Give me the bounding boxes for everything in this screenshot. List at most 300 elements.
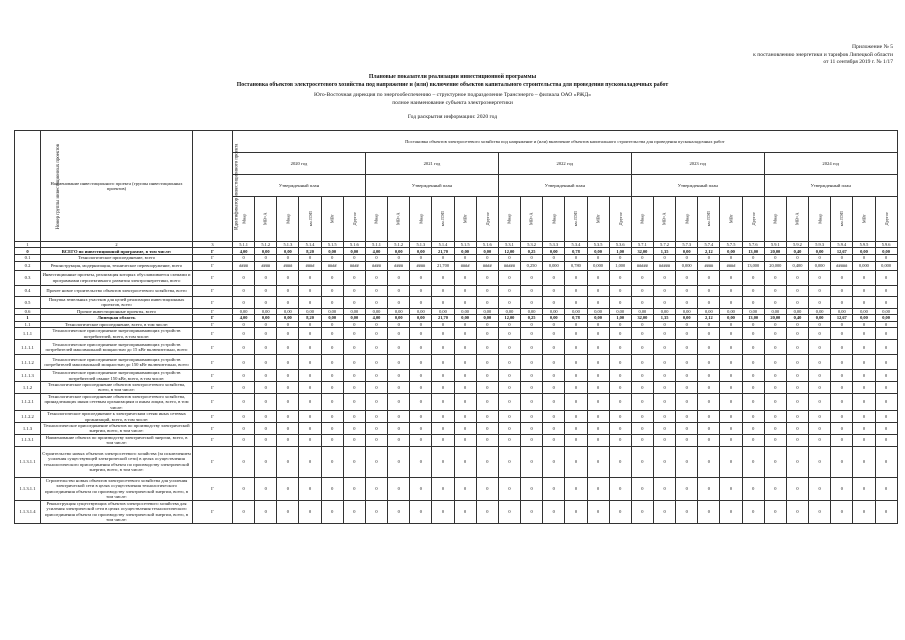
row-value: 0 bbox=[720, 434, 742, 446]
row-value: 0 bbox=[631, 477, 653, 500]
row-value: 0 bbox=[476, 296, 498, 308]
row-value: 0 bbox=[321, 434, 343, 446]
row-value: 0 bbox=[720, 340, 742, 355]
row-value: 0 bbox=[587, 285, 609, 296]
row-value: 0 bbox=[764, 500, 786, 523]
row-value: 0,00 bbox=[587, 315, 609, 322]
row-number: 0.4 bbox=[15, 285, 41, 296]
row-value: 0 bbox=[343, 477, 365, 500]
row-value: 0 bbox=[299, 500, 321, 523]
header-unit-text: Другое bbox=[351, 212, 357, 226]
row-project-id: Г bbox=[193, 328, 233, 340]
row-value: 0 bbox=[875, 422, 897, 434]
row-number: 1 bbox=[15, 315, 41, 322]
row-value: 0 bbox=[365, 296, 387, 308]
row-value: #### bbox=[388, 261, 410, 270]
row-project-id: Г bbox=[193, 340, 233, 355]
row-value: 0 bbox=[742, 255, 764, 261]
row-value: 0 bbox=[809, 270, 831, 285]
row-value: 0 bbox=[299, 270, 321, 285]
appendix-date: от 11 сентября 2019 г. № 1/17 bbox=[823, 59, 893, 66]
row-value: 0 bbox=[764, 393, 786, 410]
row-value: 0 bbox=[299, 328, 321, 340]
row-value: 0 bbox=[454, 270, 476, 285]
row-value: 0 bbox=[764, 340, 786, 355]
row-value: 0 bbox=[698, 434, 720, 446]
row-value: 0 bbox=[255, 477, 277, 500]
row-value: 0 bbox=[388, 322, 410, 328]
index-cell: 5.1.3 bbox=[410, 242, 432, 248]
row-value: 0 bbox=[476, 393, 498, 410]
row-value: 0 bbox=[498, 500, 520, 523]
row-value: 0 bbox=[742, 355, 764, 370]
row-value: 0 bbox=[432, 446, 454, 477]
row-value: 0 bbox=[476, 270, 498, 285]
row-value: 0 bbox=[609, 355, 631, 370]
row-project-id: Г bbox=[193, 322, 233, 328]
row-value: 0 bbox=[476, 411, 498, 423]
row-project-name: Технологическое присоединение энергопринимающих устройств потребителей, всего, в том числе: bbox=[41, 328, 193, 340]
row-value: 0 bbox=[742, 370, 764, 382]
row-value: 0 bbox=[698, 285, 720, 296]
row-project-name: Прочее новое строительство объектов электросетевого хозяйства, всего bbox=[41, 285, 193, 296]
row-value: 0 bbox=[410, 411, 432, 423]
row-value: 0 bbox=[543, 477, 565, 500]
row-value: 0 bbox=[653, 393, 675, 410]
row-value: 0,00 bbox=[676, 308, 698, 314]
row-value: 0 bbox=[853, 477, 875, 500]
row-value: 0,00 bbox=[565, 308, 587, 314]
row-value: 0 bbox=[809, 285, 831, 296]
row-value: #### bbox=[233, 261, 255, 270]
index-cell: 5.9.1 bbox=[764, 242, 786, 248]
row-value: 0 bbox=[676, 500, 698, 523]
row-value: 0 bbox=[498, 285, 520, 296]
row-value: 0 bbox=[321, 322, 343, 328]
row-value: 0 bbox=[321, 500, 343, 523]
row-value: 0 bbox=[233, 434, 255, 446]
row-value: 0 bbox=[410, 477, 432, 500]
row-value: 0 bbox=[388, 411, 410, 423]
row-value: 0 bbox=[809, 296, 831, 308]
organization-name: Юго-Восточная дирекция по энергообеспечению – структурное подразделение Трансэнерго – филиала ОАО «РЖД» bbox=[313, 92, 592, 98]
row-value: #### bbox=[720, 261, 742, 270]
index-cell: 5.1.2 bbox=[255, 242, 277, 248]
row-value: 0 bbox=[432, 411, 454, 423]
row-value: 0 bbox=[299, 382, 321, 394]
row-project-name: Наименование объекта по производству электрической энергии, всего, в том числе: bbox=[41, 434, 193, 446]
row-project-name: Технологическое присоединение к электрическим сетям иных сетевых организаций, всего, в том числе: bbox=[41, 411, 193, 423]
row-value: 0 bbox=[786, 434, 808, 446]
index-cell: 5.3.5 bbox=[587, 242, 609, 248]
row-value: 0 bbox=[809, 322, 831, 328]
row-value: 0 bbox=[676, 270, 698, 285]
row-value: 0 bbox=[454, 328, 476, 340]
row-value: 0,00 bbox=[343, 315, 365, 322]
row-value: 1,00 bbox=[609, 248, 631, 255]
row-value: 0 bbox=[831, 340, 853, 355]
row-value: 0,000 bbox=[676, 261, 698, 270]
disclosure-year: Год раскрытия информации: 2020 год bbox=[407, 114, 498, 120]
row-value: 0 bbox=[255, 393, 277, 410]
row-value: 0 bbox=[609, 393, 631, 410]
row-project-name: Реконструкция существующих объектов электросетевого хозяйства для усиления электрической сети в целях осуществления технологического присоединения объекта по производству электрической энергии, всего, в том числе: bbox=[41, 500, 193, 523]
row-value: 0 bbox=[698, 322, 720, 328]
row-value: 0 bbox=[653, 340, 675, 355]
row-value: 0 bbox=[454, 370, 476, 382]
row-value: 0 bbox=[631, 255, 653, 261]
index-cell: 5.9.2 bbox=[786, 242, 808, 248]
index-cell: 5.3.6 bbox=[609, 242, 631, 248]
header-unit-text: МВт bbox=[728, 214, 734, 224]
row-value: 0 bbox=[365, 285, 387, 296]
row-value: 0 bbox=[454, 477, 476, 500]
row-value: 0 bbox=[343, 355, 365, 370]
row-value: 0 bbox=[277, 296, 299, 308]
row-value: 0 bbox=[277, 411, 299, 423]
row-value: 0 bbox=[764, 422, 786, 434]
row-value: 0 bbox=[343, 434, 365, 446]
row-value: 0,00 bbox=[875, 315, 897, 322]
row-project-name: Строительство новых объектов электросетевого хозяйства для усиления электрической сети в целях осуществления технологического присоединения объекта по производству электрической энергии, всего, в том числе: bbox=[41, 477, 193, 500]
row-value: 0 bbox=[786, 370, 808, 382]
row-value: 0 bbox=[521, 411, 543, 423]
row-value: 0 bbox=[809, 355, 831, 370]
row-value: 0 bbox=[498, 434, 520, 446]
row-value: 0 bbox=[255, 328, 277, 340]
row-value: 0 bbox=[786, 500, 808, 523]
row-value: 0 bbox=[321, 370, 343, 382]
row-value: 0 bbox=[432, 322, 454, 328]
row-value: 0 bbox=[587, 422, 609, 434]
row-value: 0 bbox=[853, 411, 875, 423]
row-value: 0 bbox=[454, 393, 476, 410]
row-value: 0 bbox=[432, 285, 454, 296]
row-value: 0 bbox=[233, 393, 255, 410]
row-value: 0,00 bbox=[631, 308, 653, 314]
row-value: 0,00 bbox=[410, 308, 432, 314]
row-value: 0 bbox=[498, 422, 520, 434]
header-year: 2024 год bbox=[764, 153, 897, 175]
row-value: 0 bbox=[676, 446, 698, 477]
row-value: 0 bbox=[720, 500, 742, 523]
row-value: 0 bbox=[587, 328, 609, 340]
row-value: 0 bbox=[631, 422, 653, 434]
header-unit-text: Мвар bbox=[373, 213, 379, 225]
header-unit-text: МВ×А bbox=[661, 212, 667, 226]
row-value: 0 bbox=[277, 382, 299, 394]
row-value: 0 bbox=[786, 355, 808, 370]
row-value: 0 bbox=[521, 355, 543, 370]
row-number: 1.1.2 bbox=[15, 382, 41, 394]
header-plan-label: Утвержденный план bbox=[365, 175, 498, 197]
header-group-number bbox=[15, 131, 61, 242]
row-project-name: Технологическое присоединение энергопринимающих устройств потребителей максимальной мощностью до 150 кВт включительно, всего bbox=[41, 355, 193, 370]
table-row bbox=[15, 328, 898, 340]
header-unit-text: км ЛЭП bbox=[573, 211, 579, 227]
row-value: 0 bbox=[543, 340, 565, 355]
row-value: 0 bbox=[875, 322, 897, 328]
index-cell: 1 bbox=[15, 242, 41, 248]
row-value: #### bbox=[454, 261, 476, 270]
row-value: 12,00 bbox=[498, 248, 520, 255]
row-value: 0 bbox=[521, 393, 543, 410]
row-value: 0 bbox=[831, 382, 853, 394]
row-value: 0 bbox=[631, 322, 653, 328]
row-value: 0 bbox=[786, 446, 808, 477]
row-value: 0 bbox=[543, 411, 565, 423]
row-value: 0,00 bbox=[587, 248, 609, 255]
row-value: 0 bbox=[875, 382, 897, 394]
row-value: 0 bbox=[875, 255, 897, 261]
row-project-id: Г bbox=[193, 434, 233, 446]
row-value: 0 bbox=[521, 340, 543, 355]
row-value: 0 bbox=[498, 355, 520, 370]
row-value: 0 bbox=[720, 355, 742, 370]
row-value: 1,35 bbox=[653, 248, 675, 255]
row-value: 0,00 bbox=[853, 308, 875, 314]
row-value: 0 bbox=[698, 370, 720, 382]
row-value: 0 bbox=[410, 382, 432, 394]
row-value: 0 bbox=[831, 355, 853, 370]
row-value: 0 bbox=[521, 328, 543, 340]
row-value: 0 bbox=[720, 382, 742, 394]
row-value: 0 bbox=[831, 322, 853, 328]
row-value: 0 bbox=[454, 434, 476, 446]
header-unit bbox=[587, 197, 609, 242]
row-value: 0 bbox=[565, 500, 587, 523]
row-value: 0 bbox=[454, 340, 476, 355]
row-value: 0 bbox=[676, 340, 698, 355]
row-value: 0 bbox=[299, 370, 321, 382]
index-cell: 5.1.2 bbox=[388, 242, 410, 248]
row-value: #### bbox=[476, 261, 498, 270]
table-row bbox=[15, 422, 898, 434]
row-value: 0 bbox=[321, 382, 343, 394]
row-value: 0 bbox=[631, 285, 653, 296]
row-value: 0 bbox=[764, 296, 786, 308]
row-value: 0 bbox=[299, 422, 321, 434]
row-value: 0 bbox=[321, 285, 343, 296]
row-value: 0,00 bbox=[809, 308, 831, 314]
row-value: 20,00 bbox=[764, 248, 786, 255]
row-value: 0,00 bbox=[809, 248, 831, 255]
row-value: 8,20 bbox=[299, 315, 321, 322]
row-value: 0 bbox=[410, 322, 432, 328]
row-value: 0 bbox=[786, 322, 808, 328]
index-cell: 5.1.3 bbox=[277, 242, 299, 248]
row-value: 0 bbox=[653, 370, 675, 382]
header-unit-text: Мвар bbox=[506, 213, 512, 225]
row-project-name: Технологическое присоединение энергопринимающих устройств потребителей максимальной мощностью до 15 кВт включительно, всего bbox=[41, 340, 193, 355]
row-value: 0 bbox=[875, 434, 897, 446]
row-value: 0 bbox=[653, 446, 675, 477]
row-value: 0 bbox=[831, 285, 853, 296]
row-value: 0 bbox=[521, 422, 543, 434]
row-value: 0 bbox=[343, 393, 365, 410]
row-value: 0 bbox=[410, 500, 432, 523]
row-value: 0 bbox=[853, 270, 875, 285]
row-project-id: Г bbox=[193, 308, 233, 314]
header-unit bbox=[454, 197, 476, 242]
row-value: 0 bbox=[498, 370, 520, 382]
row-value: 0 bbox=[521, 296, 543, 308]
row-project-name: Технологическое присоединение объектов по производству электрической энергии, всего, в том числе: bbox=[41, 422, 193, 434]
row-value: 0 bbox=[609, 296, 631, 308]
row-value: 0 bbox=[853, 382, 875, 394]
row-value: 0 bbox=[853, 255, 875, 261]
row-value: 0,00 bbox=[299, 308, 321, 314]
row-value: 0 bbox=[764, 328, 786, 340]
row-value: 0,25 bbox=[521, 248, 543, 255]
row-project-name: Технологическое присоединение, всего, в том числе: bbox=[41, 322, 193, 328]
row-value: 0,00 bbox=[720, 315, 742, 322]
row-value: 0 bbox=[609, 500, 631, 523]
row-project-id: Г bbox=[193, 315, 233, 322]
row-value: 0 bbox=[454, 255, 476, 261]
row-value: 0 bbox=[365, 500, 387, 523]
row-value: 0,00 bbox=[875, 308, 897, 314]
row-value: 0 bbox=[498, 446, 520, 477]
row-value: 0 bbox=[277, 422, 299, 434]
row-value: 0 bbox=[410, 270, 432, 285]
row-value: 0 bbox=[786, 285, 808, 296]
row-value: 0 bbox=[233, 422, 255, 434]
row-value: 0 bbox=[476, 285, 498, 296]
row-value: ##### bbox=[831, 261, 853, 270]
row-value: 0 bbox=[521, 370, 543, 382]
row-number: 1.1.1 bbox=[15, 328, 41, 340]
row-value: 0 bbox=[587, 434, 609, 446]
index-cell: 5.3.1 bbox=[498, 242, 520, 248]
header-unit bbox=[343, 197, 365, 242]
header-unit bbox=[255, 197, 277, 242]
row-value: 0 bbox=[233, 255, 255, 261]
row-value: 0 bbox=[454, 422, 476, 434]
row-value: 0 bbox=[321, 270, 343, 285]
row-value: 0 bbox=[543, 422, 565, 434]
header-unit-text: МВ×А bbox=[263, 212, 269, 226]
row-value: 0 bbox=[365, 382, 387, 394]
row-value: 0 bbox=[587, 355, 609, 370]
row-value: 0 bbox=[676, 434, 698, 446]
row-value: 0 bbox=[875, 296, 897, 308]
row-value: 0 bbox=[521, 322, 543, 328]
header-unit-text: МВт bbox=[861, 214, 867, 224]
row-value: 4,00 bbox=[233, 248, 255, 255]
row-value: 0,400 bbox=[786, 261, 808, 270]
header-unit bbox=[609, 197, 631, 242]
header-unit-text: Мвар bbox=[240, 213, 246, 225]
row-value: 4,00 bbox=[365, 248, 387, 255]
row-project-name: Инвестиционные проекты, реализация которых обуславливается схемами и программами перспективного развития электроэнергетики, всего bbox=[41, 270, 193, 285]
row-value: 0,00 bbox=[476, 248, 498, 255]
row-value: 0 bbox=[388, 296, 410, 308]
row-project-name: ВСЕГО по инвестиционной программе, в том числе: bbox=[41, 248, 193, 255]
row-value: 0 bbox=[742, 296, 764, 308]
row-value: 0 bbox=[543, 500, 565, 523]
row-value: 0 bbox=[786, 328, 808, 340]
row-value: 0 bbox=[875, 411, 897, 423]
organization-caption: полное наименование субъекта электроэнергетики bbox=[392, 99, 513, 106]
row-value: 0 bbox=[343, 328, 365, 340]
row-project-name: Прочие инвестиционные проекты, всего bbox=[41, 308, 193, 314]
row-value: 0,000 bbox=[587, 261, 609, 270]
row-value: 0 bbox=[653, 434, 675, 446]
row-value: 0 bbox=[255, 370, 277, 382]
row-value: 0 bbox=[764, 434, 786, 446]
row-value: 0 bbox=[321, 355, 343, 370]
row-value: 0 bbox=[432, 477, 454, 500]
row-value: 0 bbox=[432, 422, 454, 434]
row-value: 0 bbox=[543, 328, 565, 340]
row-value: ##### bbox=[498, 261, 520, 270]
row-value: 0 bbox=[587, 322, 609, 328]
row-value: 0 bbox=[498, 255, 520, 261]
index-cell: 5.3.4 bbox=[565, 242, 587, 248]
header-unit bbox=[365, 197, 387, 242]
row-value: 0,00 bbox=[720, 248, 742, 255]
row-value: 0,250 bbox=[521, 261, 543, 270]
row-value: 0,00 bbox=[388, 315, 410, 322]
row-value: 0 bbox=[631, 355, 653, 370]
row-value: 4,00 bbox=[365, 315, 387, 322]
row-value: 0 bbox=[720, 296, 742, 308]
row-value: 0,00 bbox=[676, 248, 698, 255]
row-value: 0 bbox=[365, 255, 387, 261]
header-unit bbox=[565, 197, 587, 242]
row-value: 0 bbox=[388, 446, 410, 477]
row-value: 0,00 bbox=[853, 315, 875, 322]
row-value: 2,12 bbox=[698, 248, 720, 255]
header-unit bbox=[321, 197, 343, 242]
organization-block bbox=[0, 92, 905, 108]
row-value: 0 bbox=[764, 270, 786, 285]
row-value: 0,00 bbox=[277, 315, 299, 322]
index-cell: 5.9.5 bbox=[853, 242, 875, 248]
header-unit bbox=[388, 197, 410, 242]
row-value: 0 bbox=[255, 270, 277, 285]
row-project-id: Г bbox=[193, 500, 233, 523]
row-value: 0,00 bbox=[831, 308, 853, 314]
row-value: 0 bbox=[365, 477, 387, 500]
row-value: 0 bbox=[277, 355, 299, 370]
row-value: 0 bbox=[521, 446, 543, 477]
row-value: #### bbox=[255, 261, 277, 270]
header-unit bbox=[853, 197, 875, 242]
header-unit bbox=[543, 197, 565, 242]
row-value: 0,00 bbox=[388, 248, 410, 255]
row-value: 0 bbox=[321, 477, 343, 500]
row-value: 0 bbox=[631, 328, 653, 340]
row-value: 0 bbox=[365, 340, 387, 355]
row-value: 0 bbox=[587, 255, 609, 261]
index-cell: 5.7.4 bbox=[698, 242, 720, 248]
row-value: 0 bbox=[543, 255, 565, 261]
row-value: 0 bbox=[809, 255, 831, 261]
index-cell: 5.7.1 bbox=[631, 242, 653, 248]
row-value: 12,67 bbox=[831, 248, 853, 255]
row-project-name: Реконструкция, модернизация, техническое перевооружение, всего bbox=[41, 261, 193, 270]
row-value: 0 bbox=[476, 434, 498, 446]
row-value: 0 bbox=[609, 382, 631, 394]
row-value: 0 bbox=[764, 446, 786, 477]
row-number: 1.1.3 bbox=[15, 422, 41, 434]
row-value: 0 bbox=[365, 446, 387, 477]
header-unit bbox=[432, 197, 454, 242]
row-value: 0 bbox=[720, 322, 742, 328]
header-unit-text: км ЛЭП bbox=[839, 211, 845, 227]
